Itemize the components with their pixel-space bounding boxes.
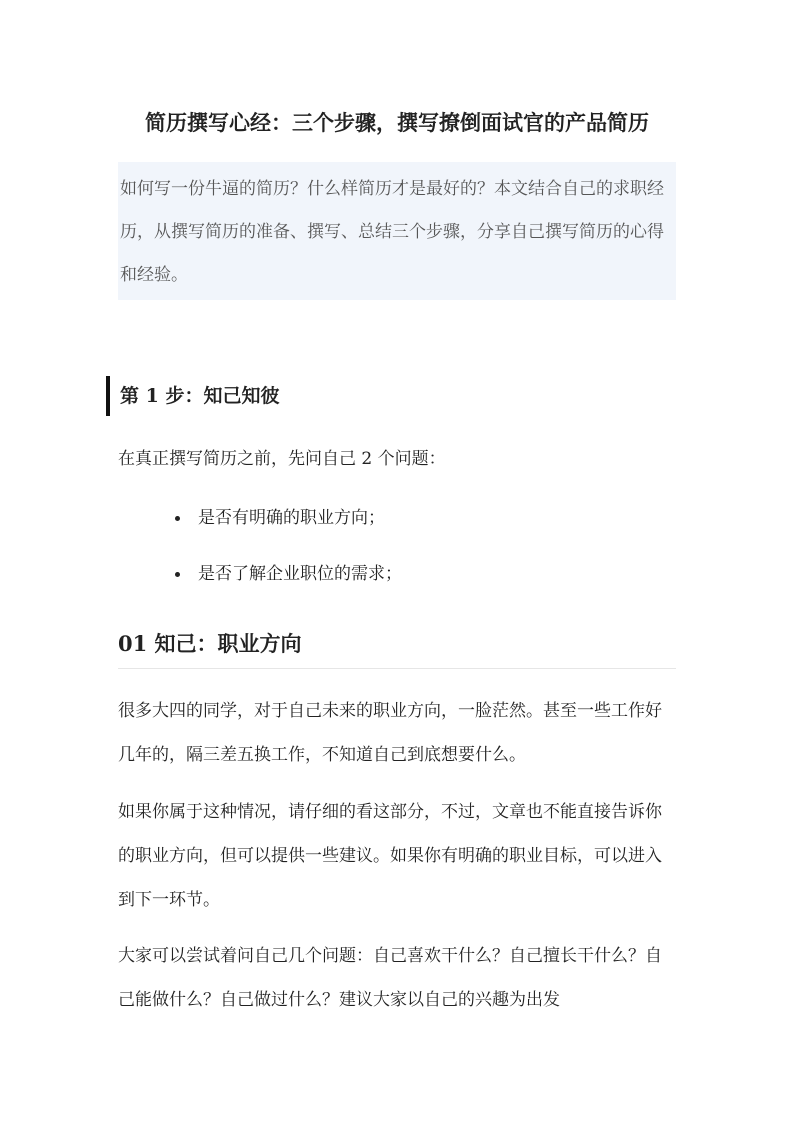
article-summary: 如何写一份牛逼的简历？什么样简历才是最好的？本文结合自己的求职经历，从撰写简历的准备、撰写、总结三个步骤，分享自己撰写简历的心得和经验。: [118, 162, 676, 300]
bullet-icon: [175, 572, 180, 577]
section-heading: 01 知己：职业方向: [118, 624, 676, 669]
body-paragraph: 如果你属于这种情况，请仔细的看这部分，不过，文章也不能直接告诉你的职业方向，但可以提供一些建议。如果你有明确的职业目标，可以进入到下一环节。: [118, 802, 662, 910]
step-1-heading: 第 1 步：知己知彼: [106, 376, 279, 416]
body-paragraph: 大家可以尝试着问自己几个问题：自己喜欢干什么？自己擅长干什么？自己能做什么？自己做过什么？建议大家以自己的兴趣为出发: [118, 946, 662, 1010]
bullet-icon: [175, 516, 180, 521]
intro-paragraph: 在真正撰写简历之前，先问自己 2 个问题：: [118, 449, 446, 469]
list-item: [118, 552, 676, 608]
list-item: [118, 496, 676, 552]
article-title: 简历撰写心经：三个步骤，撰写撩倒面试官的产品简历: [145, 110, 649, 135]
list-item-text: 是否了解企业职位的需求；: [198, 564, 402, 584]
question-list: [118, 496, 676, 608]
list-item-text: 是否有明确的职业方向；: [198, 508, 385, 528]
body-paragraph: 很多大四的同学，对于自己未来的职业方向，一脸茫然。甚至一些工作好几年的，隔三差五换工作，不知道自己到底想要什么。: [118, 701, 662, 765]
